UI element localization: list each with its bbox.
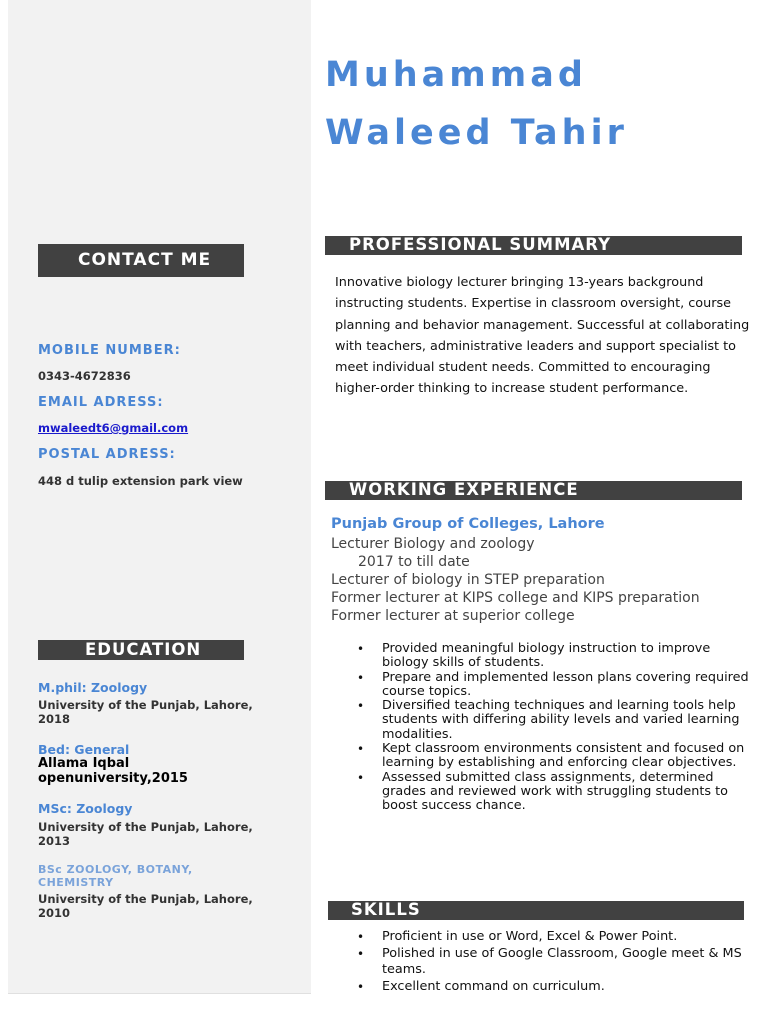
list-item	[331, 771, 751, 814]
education-heading: EDUCATION	[85, 640, 202, 659]
mobile-value: 0343-4672836	[38, 369, 131, 383]
bullet-icon: •	[357, 642, 365, 656]
education-degree: BSc ZOOLOGY, BOTANY, CHEMISTRY	[38, 863, 193, 889]
postal-label: POSTAL ADRESS:	[38, 447, 176, 462]
list-item	[331, 671, 751, 700]
email-link[interactable]: mwaleedt6@gmail.com	[38, 421, 189, 435]
email-label: EMAIL ADRESS:	[38, 395, 164, 410]
experience-bullet-list	[331, 642, 751, 814]
list-item	[331, 929, 755, 946]
name-first: Muhammad	[325, 55, 587, 95]
list-item-text: Provided meaningful biology instruction to improve biology skills of students.	[382, 641, 711, 671]
education-degree: Bed: General	[38, 742, 130, 757]
experience-line: Lecturer of biology in STEP preparation	[331, 572, 605, 588]
skills-heading: SKILLS	[351, 900, 421, 919]
list-item	[331, 742, 751, 771]
education-institute: University of the Punjab, Lahore, 2018	[38, 698, 253, 726]
list-item-text: Proficient in use or Word, Excel & Power Point.	[382, 929, 678, 944]
bullet-icon: •	[357, 770, 365, 785]
experience-organization: Punjab Group of Colleges, Lahore	[331, 516, 605, 532]
experience-heading-bar	[325, 481, 742, 500]
bullet-icon: •	[357, 930, 365, 944]
list-item	[331, 946, 755, 979]
education-institute: Allama Iqbal openuniversity,2015	[38, 756, 188, 786]
list-item	[331, 979, 755, 996]
list-item-text: Excellent command on curriculum.	[382, 978, 605, 994]
education-heading-bar	[38, 640, 244, 660]
bullet-icon: •	[357, 742, 365, 757]
mobile-label: MOBILE NUMBER:	[38, 343, 181, 358]
list-item-text: Prepare and implemented lesson plans covering required course topics.	[382, 669, 749, 699]
education-institute: University of the Punjab, Lahore, 2013	[38, 820, 253, 848]
summary-heading-bar	[325, 236, 742, 255]
experience-line: 2017 to till date	[358, 554, 470, 570]
list-item-text: Polished in use of Google Classroom, Google meet & MS teams.	[382, 945, 742, 977]
bullet-icon: •	[357, 979, 365, 994]
bullet-icon: •	[357, 670, 365, 685]
education-degree: M.phil: Zoology	[38, 680, 148, 695]
education-institute: University of the Punjab, Lahore, 2010	[38, 892, 253, 920]
contact-heading-bar	[38, 244, 244, 277]
list-item-text: Kept classroom environments consistent and focused on learning by establishing and enforcing clear objectives.	[382, 741, 745, 771]
skills-bullet-list	[331, 929, 755, 995]
skills-heading-bar	[328, 901, 744, 920]
summary-heading: PROFESSIONAL SUMMARY	[349, 235, 612, 254]
experience-line: Former lecturer at superior college	[331, 608, 575, 624]
list-item	[331, 642, 751, 671]
experience-line: Former lecturer at KIPS college and KIPS preparation	[331, 590, 700, 606]
education-degree: MSc: Zoology	[38, 801, 133, 816]
experience-heading: WORKING EXPERIENCE	[349, 480, 579, 499]
experience-line: Lecturer Biology and zoology	[331, 536, 535, 552]
list-item	[331, 699, 751, 742]
contact-heading: CONTACT ME	[78, 250, 212, 270]
list-item-text: Assessed submitted class assignments, determined grades and reviewed work with struggling students to boost success chance.	[382, 769, 728, 814]
postal-value: 448 d tulip extension park view	[38, 474, 243, 488]
bullet-icon: •	[357, 699, 365, 714]
sidebar-bottom-border	[8, 993, 311, 994]
list-item-text: Diversified teaching techniques and learning tools help students with differing ability levels and varied learning modalities.	[382, 698, 740, 742]
name-last: Waleed Tahir	[325, 113, 628, 153]
summary-text: Innovative biology lecturer bringing 13-years background instructing students. Expertise in classroom oversight, course planning and behavior management. Successful at collaborating with teachers, administrative leaders and support specialist to meet individual student needs. Committed to encouraging higher-order thinking to increase student performance.	[335, 275, 750, 397]
bullet-icon: •	[357, 946, 365, 961]
